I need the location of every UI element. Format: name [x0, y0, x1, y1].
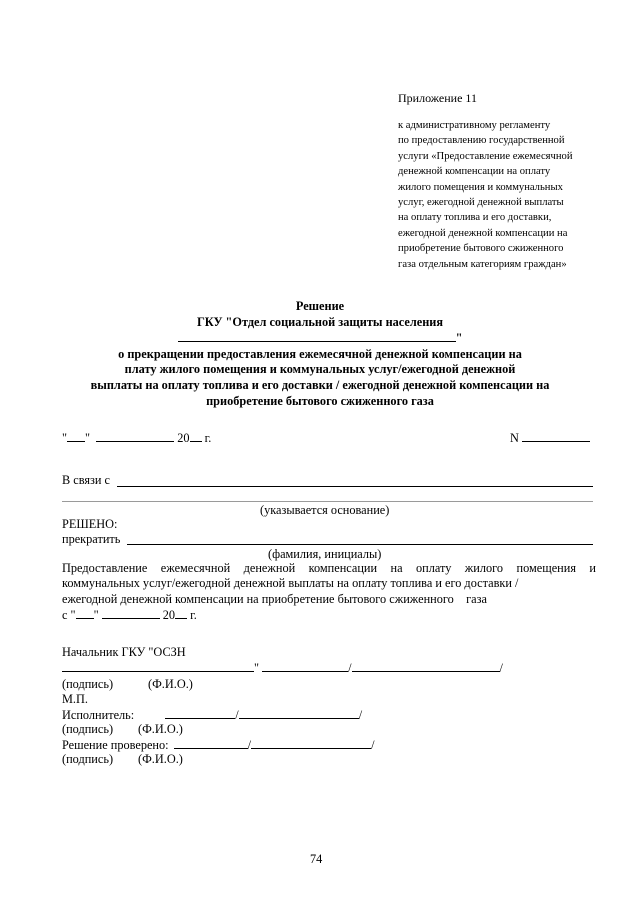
head-signature-caption: (подпись) — [62, 677, 114, 691]
stop-label: прекратить — [62, 532, 121, 546]
appendix-line: услуг, ежегодной денежной выплаты — [398, 197, 564, 209]
checked-row: Решение проверено: / / — [62, 738, 375, 752]
appendix-line: к административному регламенту — [398, 120, 551, 131]
name-caption: (фамилия, инициалы) — [268, 547, 382, 561]
basis-label: В связи с — [62, 473, 111, 487]
title-subject-2: плату жилого помещения и коммунальных услуг/ежегодной денежной — [124, 362, 516, 377]
appendix-line: ежегодной денежной компенсации на — [398, 227, 568, 239]
title-decision: Решение — [295, 299, 345, 313]
decided-label: РЕШЕНО: — [62, 517, 118, 531]
date-field: " " 20 г. — [62, 431, 212, 445]
month-blank[interactable] — [96, 430, 174, 442]
number-blank[interactable] — [522, 430, 590, 442]
organization-blank-line[interactable] — [178, 330, 456, 342]
checked-signature-blank[interactable] — [174, 737, 248, 749]
appendix-line: приобретение бытового сжиженного — [398, 243, 564, 255]
day-blank[interactable] — [67, 430, 85, 442]
executor-signature-caption: (подпись) — [62, 722, 114, 736]
appendix-line: на оплату топлива и его доставки, — [398, 212, 552, 224]
head-org-blank[interactable] — [62, 660, 254, 672]
number-field: N — [510, 430, 590, 446]
executor-name-caption: (Ф.И.О.) — [138, 722, 183, 736]
head-name-blank[interactable] — [352, 660, 500, 672]
basis-caption: (указывается основание) — [260, 503, 390, 517]
paragraph-line-3: ежегодной денежной компенсации на приобретение бытового сжиженного газа — [62, 591, 487, 606]
executor-name-blank[interactable] — [239, 707, 359, 719]
executor-row: Исполнитель: / / — [62, 708, 363, 722]
appendix-title: Приложение 11 — [398, 91, 477, 105]
basis-blank-line[interactable] — [117, 486, 593, 487]
appendix-text — [398, 118, 608, 272]
title-organization: ГКУ "Отдел социальной защиты населения — [196, 314, 444, 329]
executor-signature-blank[interactable] — [165, 707, 235, 719]
head-name-caption: (Ф.И.О.) — [148, 677, 193, 691]
termination-paragraph — [62, 561, 596, 624]
stamp-label: М.П. — [62, 692, 88, 706]
checked-name-blank[interactable] — [251, 737, 371, 749]
head-signature-row: " / / — [62, 660, 503, 676]
appendix-line: денежной компенсации на оплату — [398, 166, 551, 178]
appendix-line: по предоставлению государственной — [398, 135, 565, 147]
year-blank[interactable] — [190, 430, 202, 442]
name-blank-line[interactable] — [127, 544, 593, 545]
paragraph-line-4: с " " 20 г. — [62, 608, 197, 623]
title-subject-1: о прекращении предоставления ежемесячной денежной компенсации на — [118, 346, 522, 361]
head-signature-blank[interactable] — [262, 660, 348, 672]
checked-name-caption: (Ф.И.О.) — [138, 752, 183, 766]
from-day-blank[interactable] — [76, 607, 94, 619]
paragraph-line-1: Предоставление ежемесячной денежной компенсации на оплату жилого помещения и — [62, 561, 596, 575]
page-number: 74 — [310, 852, 323, 866]
head-label: Начальник ГКУ "ОСЗН — [62, 645, 186, 659]
title-subject-3: выплаты на оплату топлива и его доставки / ежегодной денежной компенсации на — [90, 377, 550, 392]
from-month-blank[interactable] — [102, 607, 160, 619]
appendix-line: жилого помещения и коммунальных — [398, 181, 563, 193]
title-subject-4: приобретение бытового сжиженного газа — [206, 393, 434, 408]
checked-signature-caption: (подпись) — [62, 752, 114, 766]
from-year-blank[interactable] — [175, 607, 187, 619]
title-organization-blank: " — [40, 330, 600, 347]
basis-blank-line-2[interactable] — [62, 501, 593, 502]
appendix-line: газа отдельным категориям граждан» — [398, 258, 567, 270]
document-title — [40, 299, 600, 409]
appendix-line: услуги «Предоставление ежемесячной — [398, 150, 573, 162]
paragraph-line-2: коммунальных услуг/ежегодной денежной выплаты на оплату топлива и его доставки / — [62, 576, 519, 591]
